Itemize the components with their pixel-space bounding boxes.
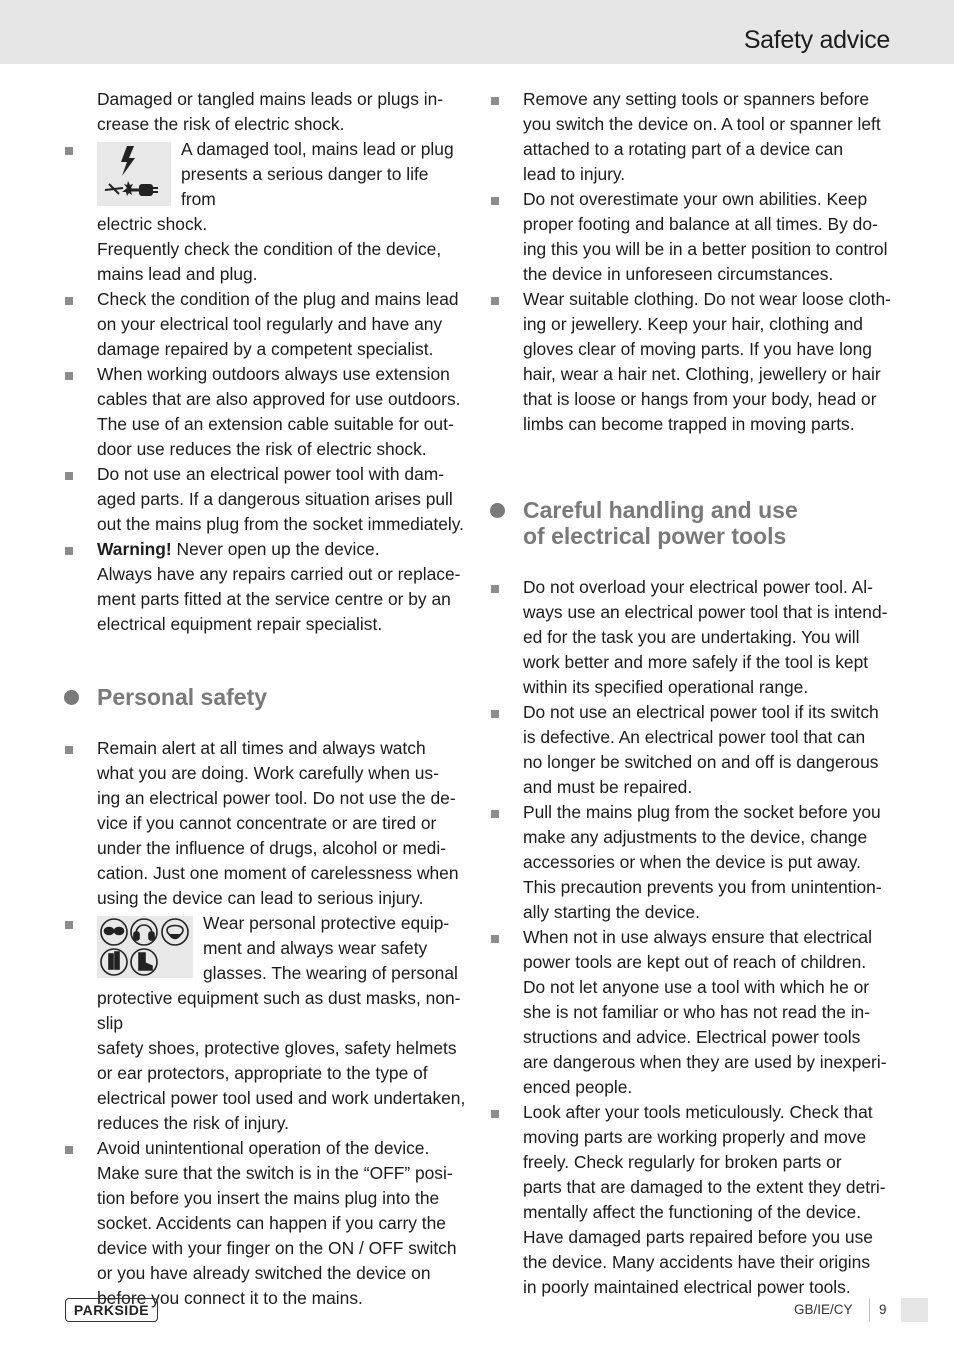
bullet-icon <box>491 1110 499 1118</box>
text-line: you switch the device on. A tool or spanner left <box>523 114 881 134</box>
warning-label: Warning! <box>97 539 172 559</box>
text-line: within its specified operational range. <box>523 677 809 697</box>
section-heading-personal-safety <box>62 684 467 710</box>
list-item-ppe <box>62 911 467 1136</box>
text-line: accessories or when the device is put away. <box>523 852 861 872</box>
text-line: protective equipment such as dust masks, non-slip <box>97 988 461 1033</box>
text-line: tion before you insert the mains plug into the <box>97 1188 440 1208</box>
text-line: Damaged or tangled mains leads or plugs in- <box>97 89 444 109</box>
text-line: the device in unforeseen circumstances. <box>523 264 834 284</box>
text-line: she is not familiar or who has not read the in- <box>523 1002 871 1022</box>
text-line: Have damaged parts repaired before you use <box>523 1227 873 1247</box>
text-line: enced people. <box>523 1077 633 1097</box>
bullet-icon <box>65 147 73 155</box>
text-line: structions and advice. Electrical power tools <box>523 1027 861 1047</box>
bullet-icon <box>65 372 73 380</box>
text-line: limbs can become trapped in moving parts. <box>523 414 855 434</box>
page-tab-marker <box>901 1298 928 1322</box>
text-line: ment and always wear safety <box>203 938 428 958</box>
text-line: reduces the risk of injury. <box>97 1113 290 1133</box>
text-line: Always have any repairs carried out or replace- <box>97 564 461 584</box>
text-line: gloves clear of moving parts. If you have long <box>523 339 872 359</box>
text-line: safety shoes, protective gloves, safety helmets <box>97 1038 457 1058</box>
text-line: cation. Just one moment of carelessness when <box>97 863 459 883</box>
bullet-icon <box>491 585 499 593</box>
brand-logo: PARKSIDE <box>65 1298 158 1322</box>
text-line: what you are doing. Work carefully when us- <box>97 763 439 783</box>
text-line: out the mains plug from the socket immediately. <box>97 514 464 534</box>
page-title: Safety advice <box>743 26 890 54</box>
text-line: Remain alert at all times and always watch <box>97 738 426 758</box>
list-item <box>488 1100 896 1300</box>
warning-text: Never open up the device. <box>171 539 380 559</box>
country-codes: GB/IE/CY <box>794 1302 853 1317</box>
page-footer <box>0 1290 954 1334</box>
text-line: hair, wear a hair net. Clothing, jewellery or hair <box>523 364 881 384</box>
section-title-line: Careful handling and use <box>523 497 798 523</box>
bullet-icon <box>65 921 73 929</box>
bullet-icon <box>491 97 499 105</box>
text-line: in poorly maintained electrical power tools. <box>523 1277 851 1297</box>
text-line: presents a serious danger to life from <box>181 164 429 209</box>
text-line: parts that are damaged to the extent they detri- <box>523 1177 886 1197</box>
bullet-icon <box>491 935 499 943</box>
bullet-icon <box>65 297 73 305</box>
list-item <box>488 287 896 437</box>
section-bullet-icon <box>64 690 79 705</box>
bullet-icon <box>65 1146 73 1154</box>
text-line: ing an electrical power tool. Do not use the de- <box>97 788 456 808</box>
text-line: on your electrical tool regularly and have any <box>97 314 443 334</box>
text-line: Make sure that the switch is in the “OFF” posi- <box>97 1163 453 1183</box>
bullet-icon <box>491 297 499 305</box>
text-line: socket. Accidents can happen if you carry the <box>97 1213 446 1233</box>
list-item <box>62 462 467 537</box>
text-line: are dangerous when they are used by inexperi- <box>523 1052 887 1072</box>
text-line: electrical equipment repair specialist. <box>97 614 383 634</box>
text-line: under the influence of drugs, alcohol or medi- <box>97 838 446 858</box>
ppe-icon-group <box>97 916 193 978</box>
text-line: Remove any setting tools or spanners before <box>523 89 870 109</box>
list-item <box>488 87 896 187</box>
text-line: power tools are kept out of reach of children. <box>523 952 867 972</box>
text-line: the device. Many accidents have their origins <box>523 1252 871 1272</box>
text-line: and must be repaired. <box>523 777 693 797</box>
text-line: Check the condition of the plug and mains lead <box>97 289 459 309</box>
text-line: Wear suitable clothing. Do not wear loose cloth- <box>523 289 891 309</box>
text-line: ways use an electrical power tool that is intend- <box>523 602 888 622</box>
text-line: Wear personal protective equip- <box>203 913 450 933</box>
text-line: make any adjustments to the device, change <box>523 827 868 847</box>
text-line: Look after your tools meticulously. Check that <box>523 1102 873 1122</box>
section-heading-careful-handling <box>488 497 896 549</box>
text-line: mains lead and plug. <box>97 264 258 284</box>
text-line: attached to a rotating part of a device can <box>523 139 844 159</box>
text-line: device with your finger on the ON / OFF switch <box>97 1238 457 1258</box>
text-line: When not in use always ensure that electrical <box>523 927 872 947</box>
text-line: damage repaired by a competent specialist. <box>97 339 434 359</box>
list-item <box>62 736 467 911</box>
text-line: crease the risk of electric shock. <box>97 114 345 134</box>
bullet-icon <box>491 710 499 718</box>
list-item-warning <box>62 537 467 637</box>
list-item <box>488 800 896 925</box>
text-line: or ear protectors, appropriate to the type of <box>97 1063 428 1083</box>
section-bullet-icon <box>490 503 505 518</box>
text-line: freely. Check regularly for broken parts or <box>523 1152 842 1172</box>
list-item <box>62 287 467 362</box>
text-line: cables that are also approved for use outdoors. <box>97 389 461 409</box>
text-line: lead to injury. <box>523 164 626 184</box>
text-line: Do not overestimate your own abilities. Keep <box>523 189 868 209</box>
text-line: ed for the task you are undertaking. You will <box>523 627 860 647</box>
text-line: no longer be switched on and off is dangerous <box>523 752 879 772</box>
text-line: This precaution prevents you from unintention- <box>523 877 882 897</box>
text-line: door use reduces the risk of electric shock. <box>97 439 427 459</box>
text-line: mentally affect the functioning of the device. <box>523 1202 862 1222</box>
text-line: or you have already switched the device on <box>97 1263 431 1283</box>
text-line: Do not let anyone use a tool with which he or <box>523 977 870 997</box>
text-line: aged parts. If a dangerous situation arises pull <box>97 489 453 509</box>
section-title: Personal safety <box>97 684 268 710</box>
text-line: that is loose or hangs from your body, head or <box>523 389 877 409</box>
intro-paragraph <box>62 87 467 137</box>
text-line: glasses. The wearing of personal <box>203 963 458 983</box>
bullet-icon <box>65 472 73 480</box>
text-line: Avoid unintentional operation of the device. <box>97 1138 430 1158</box>
text-line: Do not use an electrical power tool if its switch <box>523 702 879 722</box>
page-header <box>0 0 954 64</box>
text-line: When working outdoors always use extension <box>97 364 450 384</box>
section-title-line: of electrical power tools <box>523 523 787 549</box>
text-line: proper footing and balance at all times. By do- <box>523 214 878 234</box>
text-line: The use of an extension cable suitable for out- <box>97 414 454 434</box>
list-item <box>62 362 467 462</box>
text-line: before you connect it to the mains. <box>97 1288 363 1308</box>
left-column <box>62 87 467 1311</box>
text-line: A damaged tool, mains lead or plug <box>181 139 454 159</box>
text-line: Do not use an electrical power tool with dam- <box>97 464 445 484</box>
text-line: ing or jewellery. Keep your hair, clothing and <box>523 314 863 334</box>
bullet-icon <box>65 746 73 754</box>
text-line: moving parts are working properly and move <box>523 1127 867 1147</box>
list-item <box>488 925 896 1100</box>
list-item <box>62 1136 467 1311</box>
bullet-icon <box>491 810 499 818</box>
text-line: Pull the mains plug from the socket before you <box>523 802 881 822</box>
text-line: vice if you cannot concentrate or are tired or <box>97 813 437 833</box>
text-line: is defective. An electrical power tool that can <box>523 727 866 747</box>
list-item-electric-shock <box>62 137 467 287</box>
text-line: ment parts fitted at the service centre or by an <box>97 589 451 609</box>
text-line: work better and more safely if the tool is kept <box>523 652 869 672</box>
page-number: 9 <box>879 1302 887 1317</box>
bullet-icon <box>65 547 73 555</box>
text-line: Frequently check the condition of the device, <box>97 239 442 259</box>
text-line: using the device can lead to serious injury. <box>97 888 424 908</box>
list-item <box>488 187 896 287</box>
bullet-icon <box>491 197 499 205</box>
right-column <box>488 87 896 1300</box>
text-line: ing this you will be in a better position to control <box>523 239 888 259</box>
list-item <box>488 700 896 800</box>
text-line: ally starting the device. <box>523 902 700 922</box>
electric-shock-warning-icon <box>97 142 171 206</box>
footer-divider <box>869 1299 870 1321</box>
text-line: electric shock. <box>97 214 208 234</box>
text-line: Do not overload your electrical power tool. Al- <box>523 577 873 597</box>
text-line: electrical power tool used and work undertaken, <box>97 1088 466 1108</box>
list-item <box>488 575 896 700</box>
warning-line <box>97 537 467 562</box>
